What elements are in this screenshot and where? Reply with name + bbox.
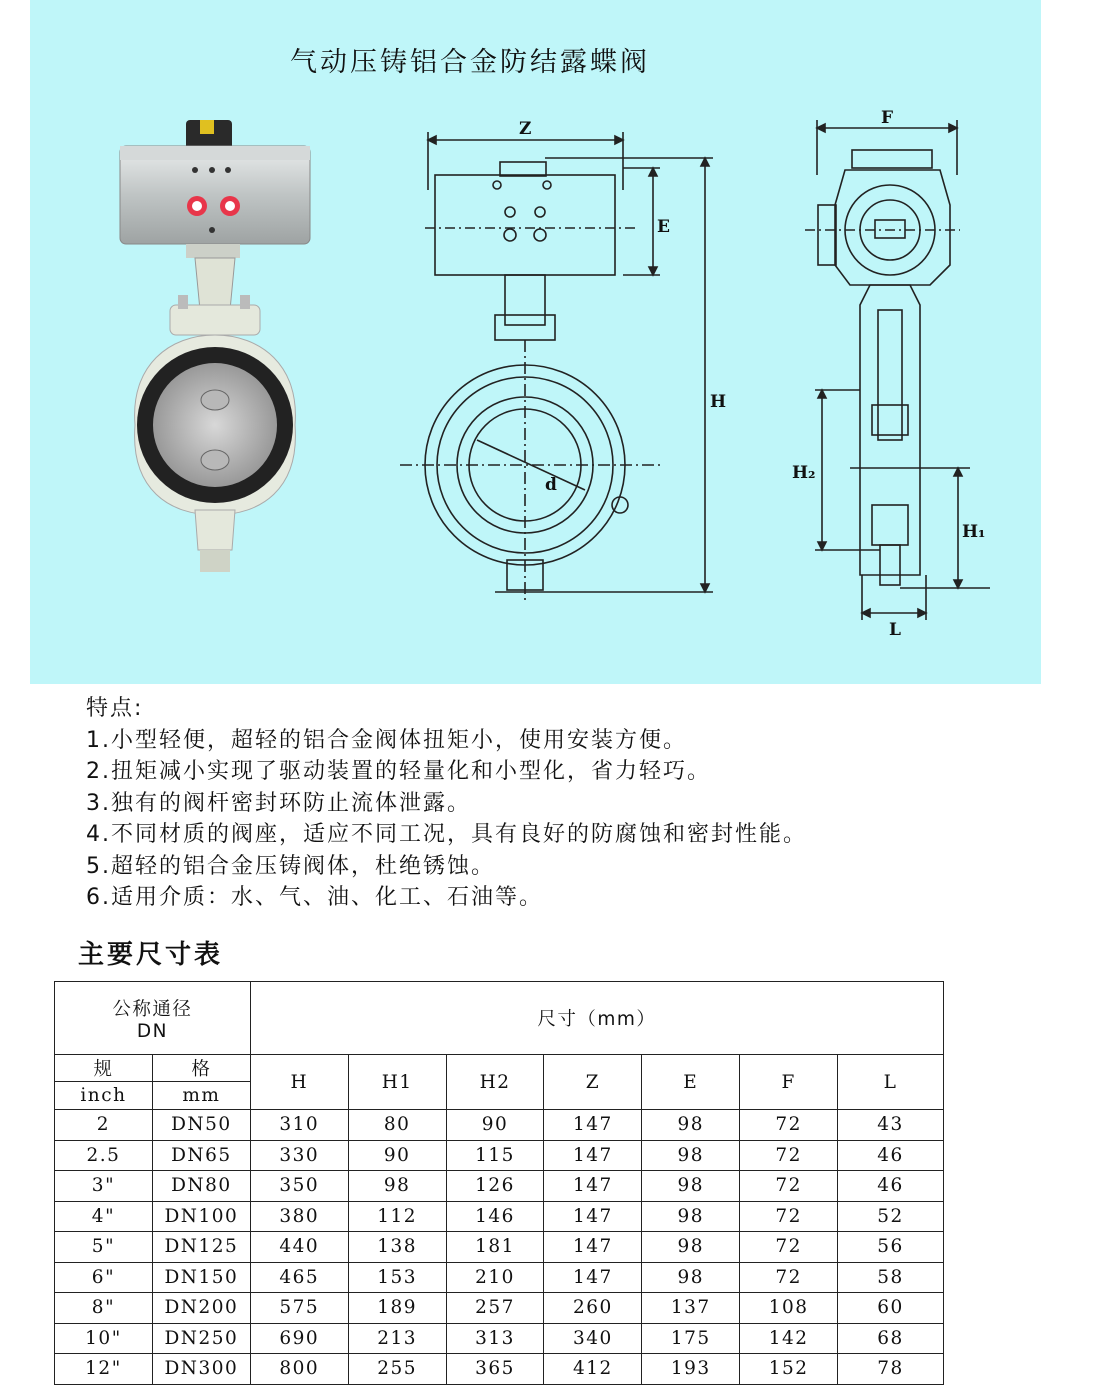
table-cell: 98 [642,1201,740,1232]
table-cell: 313 [446,1323,544,1354]
table-cell: 98 [642,1110,740,1141]
column-header: H2 [446,1055,544,1110]
table-cell: DN250 [152,1323,250,1354]
dim-h-label: H [710,392,727,412]
table-cell: 142 [740,1323,838,1354]
table-row [55,1354,944,1385]
table-cell: 90 [348,1140,446,1171]
nominal-label-1: 公称通径 [112,998,193,1020]
table-cell: 260 [544,1293,642,1324]
table-title: 主要尺寸表 [78,940,224,970]
table-cell: 72 [740,1201,838,1232]
table-cell: 255 [348,1354,446,1385]
table-cell: 98 [348,1171,446,1202]
unit-mm: mm [152,1082,250,1110]
side-view-drawing [790,105,1020,645]
table-cell: 98 [642,1140,740,1171]
table-cell: 153 [348,1262,446,1293]
table-cell: 112 [348,1201,446,1232]
feature-item: 1.小型轻便，超轻的铝合金阀体扭矩小，使用安装方便。 [86,727,687,753]
table-cell: 147 [544,1140,642,1171]
table-row [55,1262,944,1293]
table-cell: 98 [642,1171,740,1202]
table-cell: DN200 [152,1293,250,1324]
table-cell: 2.5 [55,1140,153,1171]
dim-f-label: F [881,108,894,128]
table-cell: 72 [740,1232,838,1263]
table-cell: DN150 [152,1262,250,1293]
table-cell: 181 [446,1232,544,1263]
spec-label-b: 格 [152,1055,250,1082]
table-cell: 52 [838,1201,944,1232]
table-cell: 365 [446,1354,544,1385]
table-cell: 138 [348,1232,446,1263]
table-cell: 412 [544,1354,642,1385]
table-cell: 189 [348,1293,446,1324]
column-header: Z [544,1055,642,1110]
table-cell: 147 [544,1201,642,1232]
feature-item: 5.超轻的铝合金压铸阀体，杜绝锈蚀。 [86,853,495,879]
column-header: H [250,1055,348,1110]
table-cell: 98 [642,1232,740,1263]
table-row [55,1110,944,1141]
table-cell: 90 [446,1110,544,1141]
spec-label-a: 规 [55,1055,153,1082]
table-cell: 257 [446,1293,544,1324]
table-cell: 210 [446,1262,544,1293]
table-cell: 146 [446,1201,544,1232]
column-header: H1 [348,1055,446,1110]
table-cell: 126 [446,1171,544,1202]
table-cell: DN50 [152,1110,250,1141]
nominal-size-header [55,982,251,1055]
table-cell: 380 [250,1201,348,1232]
dimensions-header: 尺寸（mm） [250,982,943,1055]
table-row [55,1140,944,1171]
table-cell: 6" [55,1262,153,1293]
table-row [55,1171,944,1202]
table-cell: 58 [838,1262,944,1293]
table-cell: 72 [740,1262,838,1293]
table-cell: 46 [838,1171,944,1202]
table-cell: DN80 [152,1171,250,1202]
table-cell: 147 [544,1262,642,1293]
dim-h2-label: H₂ [792,463,816,483]
table-cell: 440 [250,1232,348,1263]
table-cell: 115 [446,1140,544,1171]
table-cell: 72 [740,1110,838,1141]
table-cell: 68 [838,1323,944,1354]
feature-item: 2.扭矩减小实现了驱动装置的轻量化和小型化，省力轻巧。 [86,759,711,784]
table-cell: 3" [55,1171,153,1202]
table-cell: 72 [740,1140,838,1171]
table-cell: DN65 [152,1140,250,1171]
table-cell: 12" [55,1354,153,1385]
table-cell: 56 [838,1232,944,1263]
table-cell: 690 [250,1323,348,1354]
dimension-table [54,981,944,1385]
column-header: L [838,1055,944,1110]
features-list [86,693,807,914]
table-cell: 78 [838,1354,944,1385]
table-cell: DN100 [152,1201,250,1232]
table-cell: 43 [838,1110,944,1141]
table-cell: 2 [55,1110,153,1141]
column-header: F [740,1055,838,1110]
table-cell: 80 [348,1110,446,1141]
table-cell: 137 [642,1293,740,1324]
column-header: E [642,1055,740,1110]
table-cell: DN125 [152,1232,250,1263]
table-body [55,1110,944,1385]
table-cell: 310 [250,1110,348,1141]
dim-d-label: d [545,475,557,495]
dim-z-label: Z [519,119,532,139]
table-cell: 147 [544,1110,642,1141]
feature-item: 3.独有的阀杆密封环防止流体泄露。 [86,790,471,816]
table-cell: 10" [55,1323,153,1354]
table-cell: 575 [250,1293,348,1324]
table-cell: 8" [55,1293,153,1324]
nominal-label-2: DN [136,1020,168,1042]
feature-item: 6.适用介质：水、气、油、化工、石油等。 [86,885,543,910]
table-row [55,1232,944,1263]
table-cell: 213 [348,1323,446,1354]
table-cell: DN300 [152,1354,250,1385]
table-cell: 330 [250,1140,348,1171]
table-cell: 800 [250,1354,348,1385]
valve-photo [100,110,330,580]
feature-item: 4.不同材质的阀座，适应不同工况，具有良好的防腐蚀和密封性能。 [86,822,807,847]
table-cell: 5" [55,1232,153,1263]
features-heading: 特点: [86,696,144,721]
table-cell: 60 [838,1293,944,1324]
table-cell: 193 [642,1354,740,1385]
table-cell: 4" [55,1201,153,1232]
table-cell: 465 [250,1262,348,1293]
table-cell: 350 [250,1171,348,1202]
table-cell: 147 [544,1232,642,1263]
table-cell: 108 [740,1293,838,1324]
table-cell: 175 [642,1323,740,1354]
table-cell: 98 [642,1262,740,1293]
table-cell: 340 [544,1323,642,1354]
front-view-drawing [395,110,755,610]
table-cell: 46 [838,1140,944,1171]
table-row [55,1323,944,1354]
table-row [55,1293,944,1324]
dim-h1-label: H₁ [962,522,986,542]
table-cell: 147 [544,1171,642,1202]
page-title: 气动压铸铝合金防结露蝶阀 [290,47,650,78]
table-cell: 152 [740,1354,838,1385]
table-cell: 72 [740,1171,838,1202]
table-row [55,1201,944,1232]
unit-inch: inch [55,1082,153,1110]
dim-e-label: E [657,217,670,237]
dim-l-label: L [889,620,901,640]
